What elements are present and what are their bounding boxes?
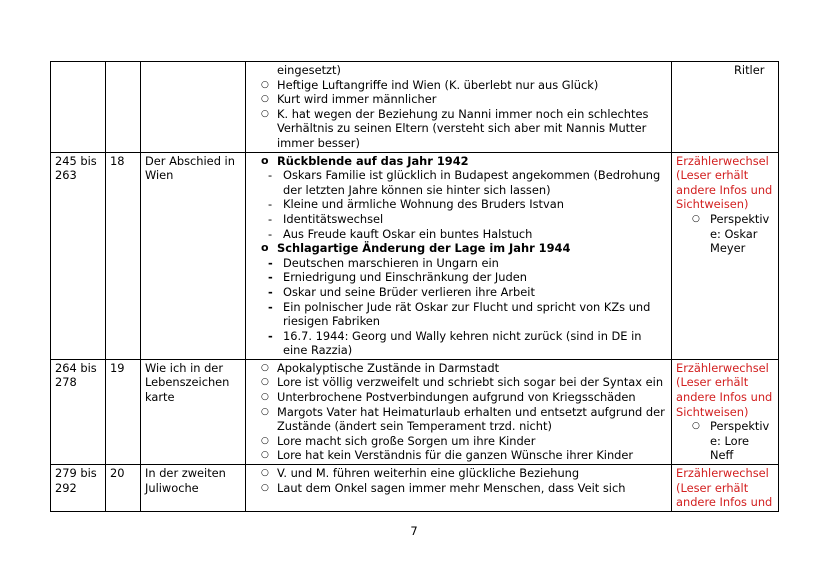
title-cell: Wie ich in der Lebenszeichen karte [141,359,246,464]
perspective-note: ○ Perspektiv e: Lore Neff [692,419,770,463]
list-item: - Identitätswechsel [268,211,384,226]
narrator-change-note: Erzählerwechsel (Leser erhält andere Infos und Sichtweisen) [676,360,773,419]
circle-bullet-icon: ○ [261,435,269,446]
list-item: ○ Kurt wird immer männlicher [261,92,437,107]
list-item: - Deutschen marschieren in Ungarn ein [268,255,499,270]
circle-bullet-icon: ○ [261,94,269,105]
section-heading: o Rückblende auf das Jahr 1942 [261,153,469,168]
content-cell [246,62,672,153]
dash-bullet-icon: - [268,284,273,299]
dash-bullet-icon: - [268,226,273,241]
dash-bullet-icon: - [268,328,273,343]
dash-bullet-icon: - [268,255,273,270]
bullet-list [250,78,667,151]
list-item: ○ Lore ist völlig verzweifelt und schriebt sich sogar bei der Syntax ein [261,375,664,390]
pages-cell: 279 bis 292 [51,465,106,512]
page-number: 7 [410,524,418,538]
bullet-list [250,466,667,495]
list-item: ○ Heftige Luftangriffe ind Wien (K. überlebt nur aus Glück) [261,77,599,92]
list-item: ○ V. und M. führen weiterhin eine glückliche Beziehung [261,466,580,481]
pages-cell [51,62,106,153]
chapter-cell: 18 [106,152,141,359]
list-item: ○ Lore macht sich große Sorgen um ihre Kinder [261,433,536,448]
content-cell [246,359,672,464]
circle-bullet-icon: ○ [261,362,269,373]
sub-list [250,168,667,241]
content-cell [246,152,672,359]
chapter-cell: 20 [106,465,141,512]
title-cell [141,62,246,153]
bullet-list [250,154,667,169]
notes-cell [672,62,779,153]
chapter-cell [106,62,141,153]
pages-cell: 245 bis 263 [51,152,106,359]
table-row [51,62,779,153]
dash-bullet-icon: - [268,168,273,183]
dash-bullet-icon: - [268,299,273,314]
title-cell: Der Abschied in Wien [141,152,246,359]
table-row [51,359,779,464]
list-item: - Aus Freude kauft Oskar ein buntes Halstuch [268,226,533,241]
list-item: - Ein polnischer Jude rät Oskar zur Flucht und spricht von KZs und riesigen Fabriken [268,299,651,329]
bullet-list [250,361,667,463]
circle-bullet-icon: ○ [692,213,700,224]
dash-bullet-icon: - [268,270,273,285]
list-item: - Erniedrigung und Einschränkung der Juden [268,270,527,285]
list-item: - Oskars Familie ist glücklich in Budapest angekommen (Bedrohung der letzten Jahre können sie hinter sich lassen) [268,168,661,197]
circle-bullet-icon: ○ [261,392,269,403]
circle-bullet-icon: ○ [261,108,269,119]
sub-list [250,256,667,358]
narrator-change-note: Erzählerwechsel (Leser erhält andere Infos und Sichtweisen) [676,153,773,212]
content-cell [246,465,672,512]
chapter-cell: 19 [106,359,141,464]
dash-bullet-icon: - [268,197,273,212]
continued-line: eingesetzt) [277,63,341,77]
circle-bullet-icon: o [261,241,269,255]
list-item: ○ Unterbrochene Postverbindungen aufgrund von Kriegsschäden [261,390,636,405]
list-item: - 16.7. 1944: Georg und Wally kehren nicht zurück (sind in DE in eine Razzia) [268,328,642,358]
list-item: - Kleine und ärmliche Wohnung des Bruders Istvan [268,197,564,212]
circle-bullet-icon: ○ [692,421,700,432]
table-row [51,152,779,359]
table-row [51,465,779,512]
circle-bullet-icon: ○ [261,482,269,493]
circle-bullet-icon: ○ [261,450,269,461]
list-item: ○ Apokalyptische Zustände in Darmstadt [261,360,500,375]
circle-bullet-icon: o [261,153,269,167]
list-item: - Oskar und seine Brüder verlieren ihre Arbeit [268,284,535,299]
list-item: ○ Margots Vater hat Heimaturlaub erhalten und entsetzt aufgrund der Zustände (ändert sein Temperament trzd. nicht) [261,404,665,434]
perspective-note: ○ Perspektiv e: Oskar Meyer [692,211,770,256]
circle-bullet-icon: ○ [261,468,269,479]
narrator-change-note: Erzählerwechsel (Leser erhält andere Infos und [676,466,773,510]
list-item: ○ Laut dem Onkel sagen immer mehr Menschen, dass Veit sich [261,480,626,495]
notes-cell [672,152,779,359]
notes-cell [672,465,779,512]
list-item: ○ Lore hat kein Verständnis für die ganzen Wünsche ihrer Kinder [261,448,634,463]
notes-text: Ritler [734,63,765,77]
bullet-list [250,241,667,256]
circle-bullet-icon: ○ [261,79,269,90]
section-heading: o Schlagartige Änderung der Lage im Jahr 1944 [261,241,571,256]
list-item: ○ K. hat wegen der Beziehung zu Nanni immer noch ein schlechtes Verhältnis zu seinen Eltern (versteht sich aber mit Nannis Mutter immer besser) [261,106,649,150]
title-cell: In der zweiten Juliwoche [141,465,246,512]
summary-table [50,61,779,512]
pages-cell: 264 bis 278 [51,359,106,464]
circle-bullet-icon: ○ [261,406,269,417]
circle-bullet-icon: ○ [261,377,269,388]
notes-cell [672,359,779,464]
dash-bullet-icon: - [268,211,273,226]
